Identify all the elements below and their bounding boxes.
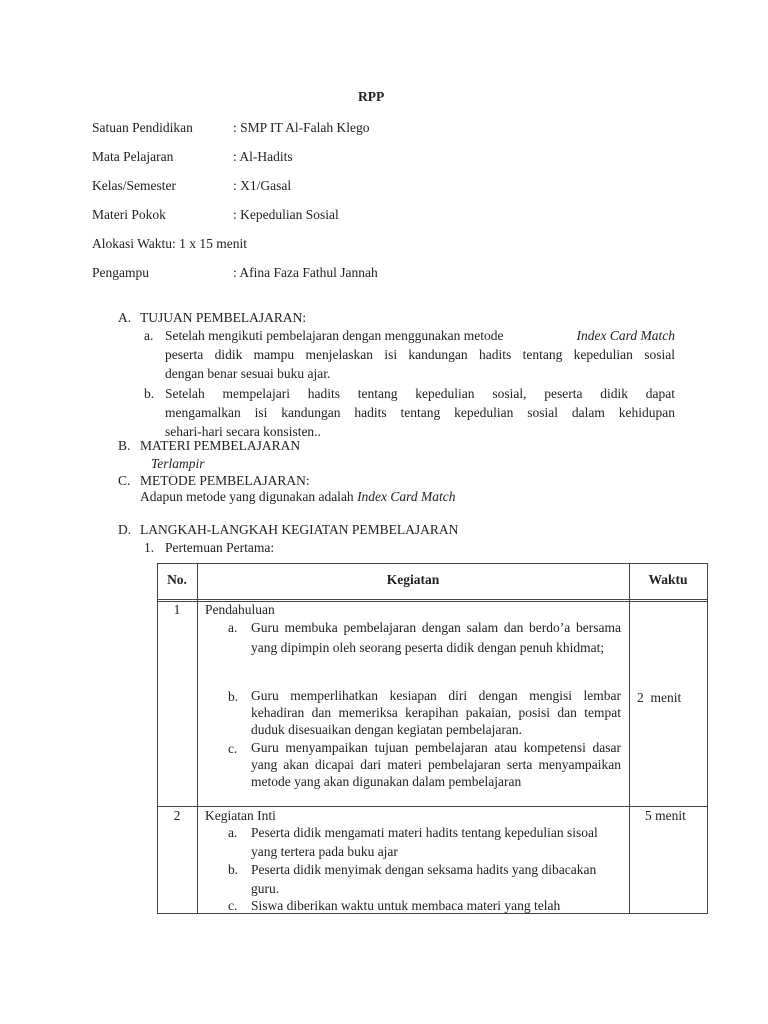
section-letter: D. bbox=[118, 522, 132, 537]
row-title: Pendahuluan bbox=[205, 602, 275, 617]
item-text: Guru membuka pembelajaran dengan salam dan berdo’a bersama yang dipimpin oleh seorang peserta didik dengan penuh khidmat; bbox=[251, 620, 621, 655]
section-body-text: Adapun metode yang digunakan adalah bbox=[140, 489, 354, 504]
row-number: 1 bbox=[173, 602, 181, 617]
row-time: 5 menit bbox=[645, 808, 686, 823]
section-heading: METODE PEMBELAJARAN: bbox=[140, 473, 310, 488]
item-letter: b. bbox=[228, 862, 239, 877]
item-letter: b. bbox=[144, 386, 155, 401]
section-body bbox=[140, 487, 456, 506]
item-text: dengan benar sesuai buku ajar. bbox=[165, 366, 331, 381]
sub-number: 1. bbox=[144, 540, 155, 555]
identity-label: Pengampu bbox=[92, 265, 149, 280]
item-text: Guru memperlihatkan kesiapan diri dengan mengisi lembar kehadiran dan memeriksa kerapihan pakaian, posisi dan tempat duduk disesuaikan dengan kegiatan pembelajaran. bbox=[251, 688, 621, 737]
table-header-no: No. bbox=[167, 572, 187, 587]
section-heading: MATERI PEMBELAJARAN bbox=[140, 438, 301, 453]
item-text: Peserta didik mengamati materi hadits tentang kepedulian sisoal yang tertera pada buku ajar bbox=[251, 825, 598, 859]
identity-value: : SMP IT Al-Falah Klego bbox=[233, 120, 370, 135]
document-title: RPP bbox=[358, 89, 385, 104]
identity-label: Mata Pelajaran bbox=[92, 149, 174, 164]
sub-heading: Pertemuan Pertama: bbox=[165, 540, 275, 555]
row-time: 2 menit bbox=[637, 690, 682, 705]
item-letter: c. bbox=[228, 741, 238, 756]
identity-label: Materi Pokok bbox=[92, 207, 166, 222]
method-name: Index Card Match bbox=[357, 489, 456, 504]
section-heading: TUJUAN PEMBELAJARAN: bbox=[140, 310, 307, 325]
identity-value: : Afina Faza Fathul Jannah bbox=[233, 265, 378, 280]
table-border bbox=[707, 563, 708, 914]
item-letter: a. bbox=[228, 825, 238, 840]
item-text: mengamalkan isi kandungan hadits tentang kepedulian sosial dalam kehidupan bbox=[165, 405, 675, 420]
table-border bbox=[629, 563, 630, 914]
table-border bbox=[197, 563, 198, 914]
item-letter: c. bbox=[228, 898, 238, 913]
item-text: Guru menyampaikan tujuan pembelajaran atau kompetensi dasar yang akan dicapai dari materi pembelajaran serta menyampaikan metode yang akan digunakan dalam pembelajaran bbox=[251, 740, 621, 789]
row-title: Kegiatan Inti bbox=[205, 808, 276, 823]
section-letter: B. bbox=[118, 438, 131, 453]
item-text: Siswa diberikan waktu untuk membaca materi yang telah bbox=[251, 898, 561, 913]
item-text: Peserta didik menyimak dengan seksama hadits yang dibacakan guru. bbox=[251, 862, 597, 896]
identity-value: : Al-Hadits bbox=[233, 149, 293, 164]
identity-value: : Kepedulian Sosial bbox=[233, 207, 339, 222]
item-letter: a. bbox=[144, 328, 154, 343]
row-number: 2 bbox=[173, 808, 181, 823]
table-border bbox=[157, 563, 708, 564]
table-header-activity: Kegiatan bbox=[386, 572, 440, 587]
section-body: Terlampir bbox=[151, 456, 205, 471]
identity-label: Alokasi Waktu: 1 x 15 menit bbox=[92, 236, 248, 251]
section-letter: C. bbox=[118, 473, 131, 488]
item-text: peserta didik mampu menjelaskan isi kandungan hadits tentang kepedulian sosial bbox=[165, 347, 675, 362]
identity-label: Satuan Pendidikan bbox=[92, 120, 193, 135]
item-text: sehari-hari secara konsisten.. bbox=[165, 424, 321, 439]
identity-value: : X1/Gasal bbox=[233, 178, 292, 193]
item-text: Setelah mempelajari hadits tentang kepedulian sosial, peserta didik dapat bbox=[165, 386, 675, 401]
method-name: Index Card Match bbox=[576, 328, 675, 343]
list-item-line bbox=[165, 326, 675, 345]
section-heading: LANGKAH-LANGKAH KEGIATAN PEMBELAJARAN bbox=[140, 522, 459, 537]
table-header-time: Waktu bbox=[648, 572, 688, 587]
identity-label: Kelas/Semester bbox=[92, 178, 176, 193]
item-text: Setelah mengikuti pembelajaran dengan menggunakan metode bbox=[165, 328, 504, 343]
item-letter: b. bbox=[228, 689, 239, 704]
section-letter: A. bbox=[118, 310, 132, 325]
item-letter: a. bbox=[228, 620, 238, 635]
